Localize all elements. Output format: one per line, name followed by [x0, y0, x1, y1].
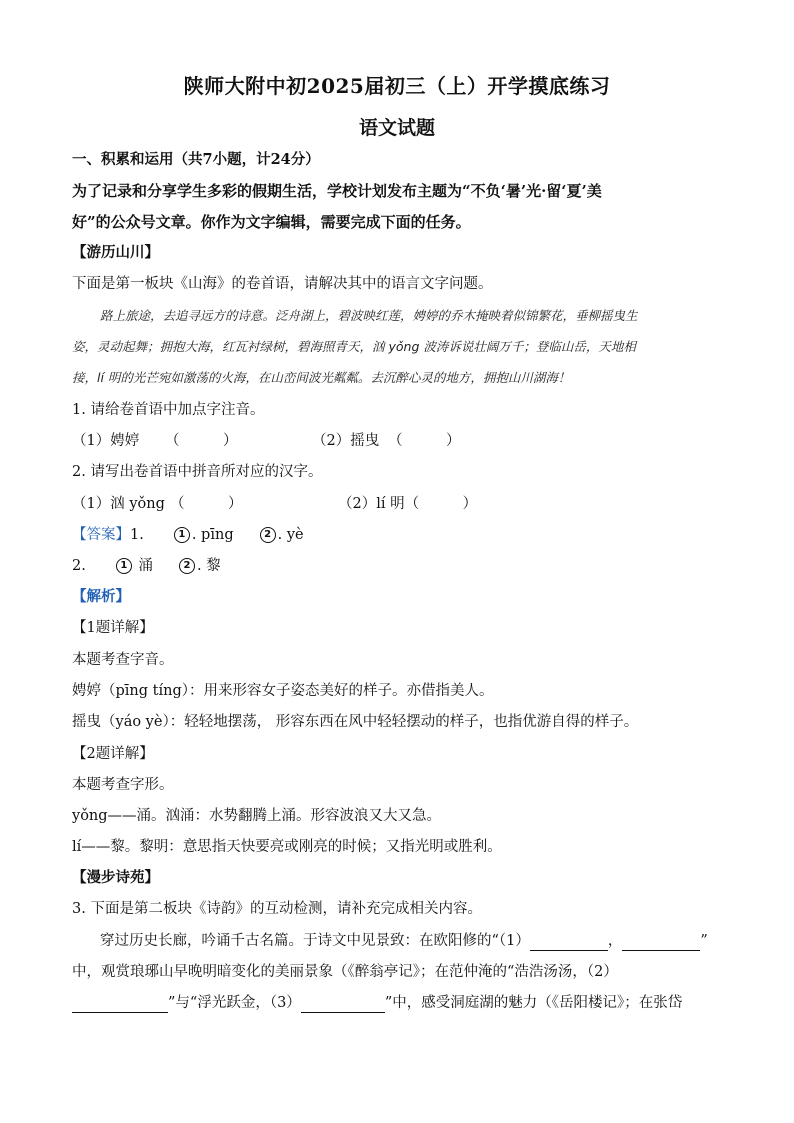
circled-number-icon: 2	[260, 527, 276, 543]
q1-paren-1[interactable]: （ ）	[165, 433, 238, 449]
detail-2-line-2: lí——黎。黎明：意思指天快要亮或刚亮的时候；又指光明或胜利。	[72, 839, 502, 855]
q1-item-2: （2）摇曳	[312, 433, 380, 449]
q3-para-line-3	[72, 993, 682, 1013]
circled-number-icon: 1	[116, 558, 132, 574]
poem-line-3: 接，lí 明的光芒宛如激荡的火海，在山峦间波光粼粼。去沉醉心灵的地方，拥抱山川湖海！	[72, 370, 571, 385]
answer-row-1	[72, 525, 304, 545]
answer-q2-num: 2.	[72, 558, 86, 574]
answer-q1-a2: . yè	[277, 527, 304, 543]
analysis-label: 【解析】	[72, 588, 130, 605]
intro-line-2: 好”的公众号文章。你作为文字编辑，需要完成下面的任务。	[72, 213, 471, 231]
q1-stem: 1. 请给卷首语中加点字注音。	[72, 402, 265, 418]
fill-blank-1a[interactable]	[530, 934, 608, 951]
fill-blank-3[interactable]	[301, 996, 385, 1013]
intro-line-1: 为了记录和分享学生多彩的假期生活，学校计划发布主题为“不负‘暑’光·留‘夏’美	[72, 182, 602, 200]
q3-text: 穿过历史长廊，吟诵千古名篇。于诗文中见景致：在欧阳修的“（1）	[100, 933, 530, 949]
detail-1-label: 【1题详解】	[72, 620, 154, 636]
answer-label: 【答案】	[72, 527, 130, 543]
q3-text: ，	[607, 933, 623, 949]
q3-text: ”中，感受洞庭湖的魅力（《岳阳楼记》；在张岱	[384, 995, 683, 1011]
poem-line-2: 姿，灵动起舞；拥抱大海，红瓦衬绿树，碧海照青天，汹 yǒng 波涛诉说壮阔万千；登临山岳，天地相	[72, 339, 636, 354]
answer-q1-a1: . pīng	[191, 527, 234, 543]
q1-paren-2[interactable]: （ ）	[388, 433, 461, 449]
board2-label: 【漫步诗苑】	[72, 869, 159, 886]
detail-2-line-1: yǒng——涌。汹涌：水势翻腾上涌。形容波浪又大又急。	[72, 808, 442, 824]
board1-label: 【游历山川】	[72, 244, 159, 261]
page-subtitle: 语文试题	[358, 117, 435, 139]
section-heading: 一、积累和运用（共7小题，计24分）	[72, 151, 320, 168]
detail-2-label: 【2题详解】	[72, 746, 154, 762]
q2-paren-1[interactable]: （ ）	[170, 496, 243, 512]
board1-desc: 下面是第一板块《山海》的卷首语，请解决其中的语言文字问题。	[72, 276, 493, 292]
poem-line-1: 路上旅途，去追寻远方的诗意。泛舟湖上，碧波映红莲，娉婷的乔木掩映着似锦繁花，垂柳摇曳生	[100, 308, 638, 323]
detail-2-intro: 本题考查字形。	[72, 777, 174, 793]
q2-item-2: （2）lí 明（ ）	[338, 496, 478, 512]
circled-number-icon: 1	[174, 527, 190, 543]
q3-text: ”	[700, 933, 708, 949]
q2-item-1: （1）汹 yǒng	[72, 496, 165, 512]
fill-blank-1b[interactable]	[622, 934, 700, 951]
detail-1-line-1: 娉婷（pīng tíng）：用来形容女子姿态美好的样子。亦借指美人。	[72, 683, 494, 699]
circled-number-icon: 2	[179, 558, 195, 574]
q2-stem: 2. 请写出卷首语中拼音所对应的汉字。	[72, 464, 323, 480]
q3-stem: 3. 下面是第二板块《诗韵》的互动检测，请补充完成相关内容。	[72, 901, 482, 917]
answer-row-2	[72, 556, 221, 576]
q3-text: ”与“浮光跃金，（3）	[168, 995, 301, 1011]
answer-q2-b1: 涌	[133, 558, 153, 574]
answer-q2-b2: . 黎	[196, 558, 221, 574]
answer-q1-num: 1.	[130, 527, 144, 543]
detail-1-line-2: 摇曳（yáo yè）：轻轻地摆荡， 形容东西在风中轻轻摆动的样子，也指优游自得的样子。	[72, 714, 639, 730]
q3-para-line-2: 中，观赏琅琊山早晚明暗变化的美丽景象（《醉翁亭记》；在范仲淹的“浩浩汤汤，（2）	[72, 964, 618, 980]
detail-1-intro: 本题考查字音。	[72, 652, 174, 668]
q1-item-1: （1）娉婷	[72, 433, 140, 449]
q3-para-line-1	[100, 931, 708, 951]
page-title: 陕师大附中初2025届初三（上）开学摸底练习	[183, 74, 611, 98]
fill-blank-2[interactable]	[72, 996, 168, 1013]
